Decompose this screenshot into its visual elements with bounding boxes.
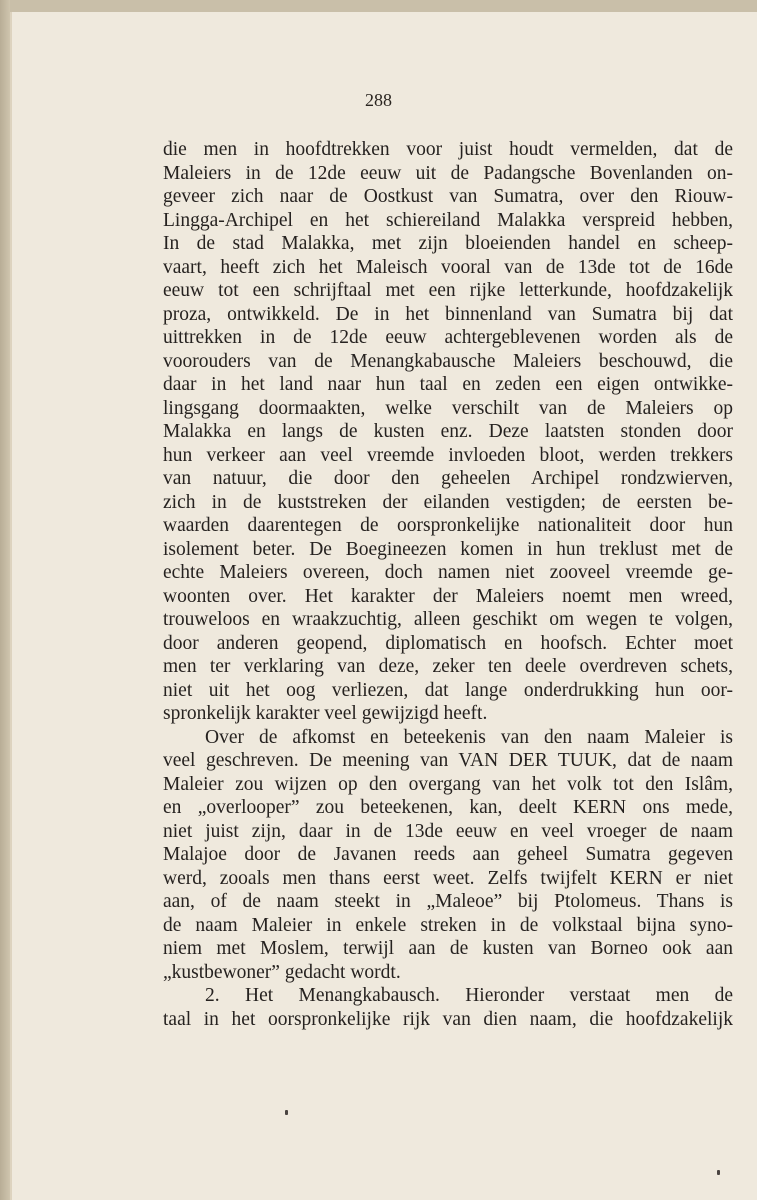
text-line: woonten over. Het karakter der Maleiers noemt men wreed, [163, 585, 733, 607]
text-line: Maleiers in de 12de eeuw uit de Padangsche Bovenlanden on- [163, 162, 733, 184]
ink-speck [285, 1110, 288, 1115]
text-line: waarden daarentegen de oorspronkelijke nationaliteit door hun [163, 515, 733, 536]
text-line: niet uit het oog verliezen, dat lange onderdrukking hun oor- [163, 679, 733, 701]
text-line: 2. Het Menangkabausch. Hieronder verstaat men de [205, 985, 733, 1006]
text-line: niet juist zijn, daar in de 13de eeuw en veel vroeger de naam [163, 820, 733, 842]
text-line: Malajoe door de Javanen reeds aan geheel Sumatra gegeven [163, 844, 733, 865]
text-line: echte Maleiers overeen, doch namen niet zooveel vreemde ge- [163, 562, 733, 583]
text-line: daar in het land naar hun taal en zeden een eigen ontwikke- [163, 374, 733, 395]
text-line: uittrekken in de 12de eeuw achtergeblevenen worden als de [163, 327, 733, 348]
text-line: In de stad Malakka, met zijn bloeienden handel en scheep- [163, 233, 733, 254]
text-line: lingsgang doormaakten, welke verschilt van de Maleiers op [163, 397, 733, 419]
text-line: eeuw tot een schrijftaal met een rijke letterkunde, hoofdzakelijk [163, 280, 733, 301]
text-line: die men in hoofdtrekken voor juist houdt vermelden, dat de [163, 139, 733, 160]
text-line: veel geschreven. De meening van VAN DER TUUK, dat de naam [163, 750, 733, 771]
text-line: door anderen geopend, diplomatisch en hoofsch. Echter moet [163, 632, 733, 654]
text-line: niem met Moslem, terwijl aan de kusten van Borneo ook aan [163, 938, 733, 959]
text-line: en „overlooper” zou beteekenen, kan, deelt KERN ons mede, [163, 797, 733, 818]
ink-speck [717, 1170, 720, 1175]
body-text [163, 138, 733, 1031]
book-spine [0, 0, 10, 1200]
text-line: werd, zooals men thans eerst weet. Zelfs twijfelt KERN er niet [163, 867, 733, 889]
text-line: isolement beter. De Boegineezen komen in hun treklust met de [163, 538, 733, 560]
text-line: vaart, heeft zich het Maleisch vooral van de 13de tot de 16de [163, 256, 733, 278]
text-line: trouweloos en wraakzuchtig, alleen geschikt om wegen te volgen, [163, 609, 733, 630]
text-line: proza, ontwikkeld. De in het binnenland van Sumatra bij dat [163, 303, 733, 325]
text-line: hun verkeer aan veel vreemde invloeden bloot, werden trekkers [163, 444, 733, 466]
text-line: men ter verklaring van deze, zeker ten deele overdreven schets, [163, 656, 733, 677]
text-line: de naam Maleier in enkele streken in de volkstaal bijna syno- [163, 914, 733, 936]
text-line: van natuur, die door den geheelen Archipel rondzwierven, [163, 468, 733, 489]
text-line: zich in de kuststreken der eilanden vestigden; de eersten be- [163, 491, 733, 513]
text-line: Over de afkomst en beteekenis van den naam Maleier is [205, 726, 733, 748]
text-line: „kustbewoner” gedacht wordt. [163, 961, 401, 983]
page-number: 288 [365, 90, 392, 110]
text-line: Malakka en langs de kusten enz. Deze laatsten stonden door [163, 421, 733, 442]
text-line: geveer zich naar de Oostkust van Sumatra, over den Riouw- [163, 186, 733, 207]
text-line: taal in het oorspronkelijke rijk van dien naam, die hoofdzakelijk [163, 1008, 733, 1030]
text-line: Maleier zou wijzen op den overgang van het volk tot den Islâm, [163, 773, 733, 795]
text-line: Lingga-Archipel en het schiereiland Malakka verspreid hebben, [163, 209, 733, 231]
text-line: aan, of de naam steekt in „Maleoe” bij Ptolomeus. Thans is [163, 891, 733, 912]
text-line: voorouders van de Menangkabausche Maleiers beschouwd, die [163, 350, 733, 372]
text-line: spronkelijk karakter veel gewijzigd heeft. [163, 703, 488, 724]
